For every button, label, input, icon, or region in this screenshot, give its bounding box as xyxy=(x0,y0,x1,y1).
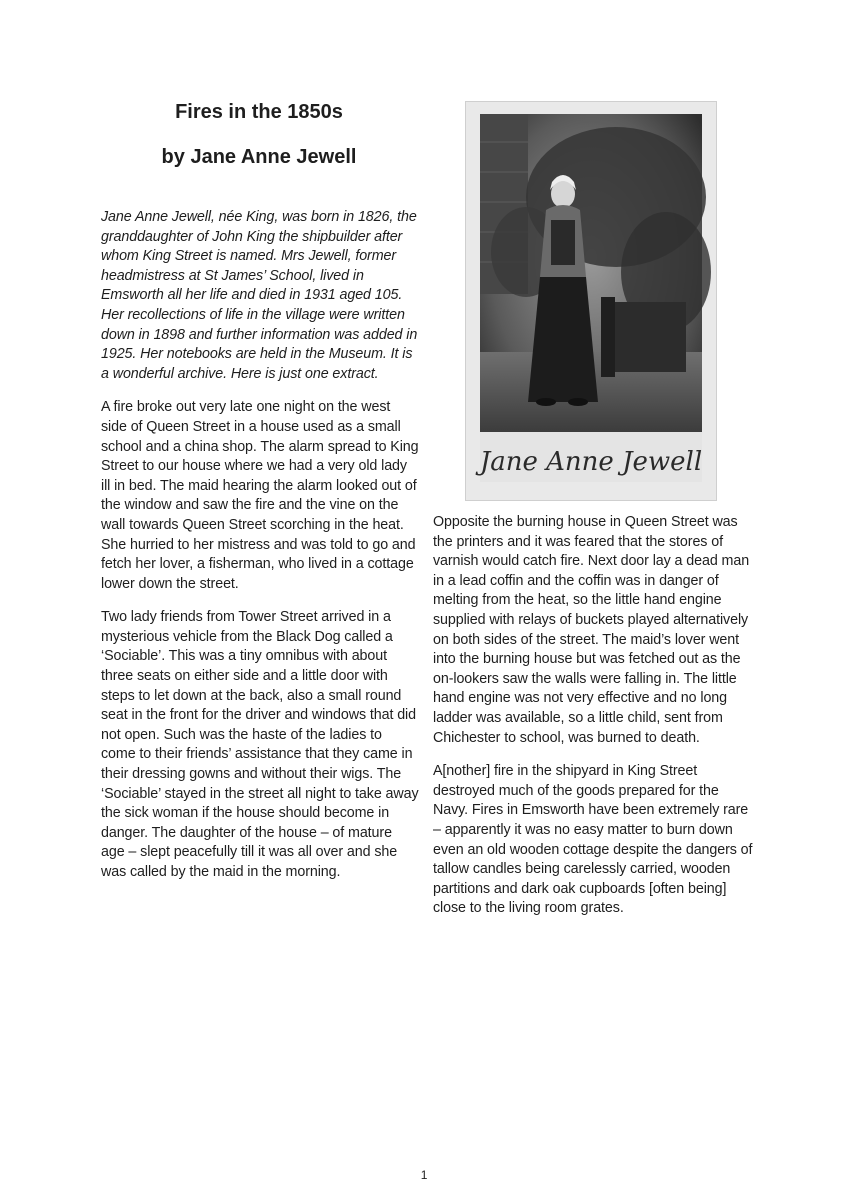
body-paragraph: Opposite the burning house in Queen Street was the printers and it was feared that the stores of varnish would catch fire. Next door lay a dead man in a lead coffin and the coffin was in danger of melting from the heat, so the little hand engine supplied with relays of buckets played alternatively on both sides of the street. The maid’s lover went into the burning house but was fetched out as the on-lookers saw the walls were falling in. The little hand engine was not very effective and no long ladder was available, so a little child, sent from Chichester to school, was burned to death. xyxy=(433,514,750,746)
intro-paragraph: Jane Anne Jewell, née King, was born in 1826, the granddaughter of John King the shipbuilder after whom King Street is named. Mrs Jewell, former headmistress at St James’ School, lived in Emsworth all her life and died in 1931 aged 105. Her recollections of life in the village were written down in 1898 and further information was added in 1925. Her notebooks are held in the Museum. It is a wonderful archive. Here is just one extract. xyxy=(101,209,418,382)
left-column xyxy=(101,208,419,897)
signature: Jane Anne Jewell xyxy=(479,447,703,477)
page-number: 1 xyxy=(420,1168,428,1182)
body-paragraph: A[nother] fire in the shipyard in King Street destroyed much of the goods prepared for the Navy. Fires in Emsworth have been extremely rare – apparently it was no easy matter to burn down even an old wooden cottage despite the dangers of tallow candles being carelessly carried, wooden partitions and dark oak cupboards [often being] close to the living room grates. xyxy=(433,763,753,917)
right-column xyxy=(433,513,753,933)
portrait-photo xyxy=(465,101,717,501)
article-title: Fires in the 1850s xyxy=(175,101,343,123)
article-byline: by Jane Anne Jewell xyxy=(161,146,357,168)
body-paragraph: Two lady friends from Tower Street arrived in a mysterious vehicle from the Black Dog called a ‘Sociable’. This was a tiny omnibus with about three seats on either side and a little door with steps to let down at the back, also a small round seat in the front for the driver and windows that did not open. Such was the haste of the ladies to come to their friends’ assistance that they came in their dressing gowns and without their wigs. The ‘Sociable’ stayed in the street all night to take away the sick woman if the house should become in danger. The daughter of the house – of mature age – slept peacefully till it was all over and she was called by the maid in the morning. xyxy=(101,609,419,880)
portrait-photo-icon xyxy=(466,102,716,500)
body-paragraph: A fire broke out very late one night on the west side of Queen Street in a house used as a small school and a china shop. The alarm spread to King Street to our house where we had a very old lady ill in bed. The maid hearing the alarm looked out of the window and saw the fire and the vine on the wall towards Queen Street scorching in the heat. She hurried to her mistress and was told to go and fetch her lover, a fisherman, who lived in a cottage lower down the street. xyxy=(101,399,419,592)
